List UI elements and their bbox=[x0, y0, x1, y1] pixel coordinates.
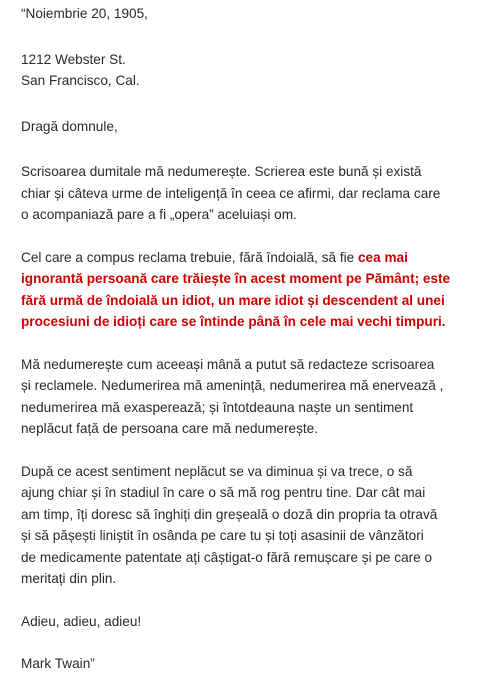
highlighted-text: cea mai bbox=[358, 249, 408, 265]
paragraph-4 bbox=[21, 461, 493, 590]
paragraph-line: am timp, îți doresc să înghiți din greșeală o doză din propria ta otravă bbox=[21, 506, 438, 522]
letter-body bbox=[21, 3, 493, 675]
paragraph-line: După ce acest sentiment neplăcut se va diminua și va trece, o să bbox=[21, 463, 413, 479]
paragraph-2 bbox=[21, 247, 493, 333]
highlighted-line: fără urmă de îndoială un idiot, un mare idiot și descendent al unei bbox=[21, 292, 445, 308]
paragraph-3 bbox=[21, 354, 493, 440]
paragraph-line: chiar și câteva urme de inteligență în ceea ce afirmi, dar reclama care bbox=[21, 185, 441, 201]
paragraph-line: și să pășești liniștit în osânda pe care tu și toți asasinii de vânzători bbox=[21, 528, 424, 543]
paragraph-line: o acompaniază pare a fi „opera” aceluiași om. bbox=[21, 207, 297, 222]
paragraph-line: Scrisoarea dumitale mă nedumerește. Scrierea este bună și există bbox=[21, 164, 422, 179]
highlighted-line: ignorantă persoană care trăiește în acest moment pe Pământ; este bbox=[21, 271, 451, 286]
paragraph-line: ajung chiar și în stadiul în care o să mă rog pentru tine. Dar cât mai bbox=[21, 485, 426, 500]
paragraph-text: Cel care a compus reclama trebuie, fără îndoială, să fie bbox=[21, 249, 358, 265]
paragraph-line: meritați din plin. bbox=[21, 571, 117, 586]
address-street: 1212 Webster St. bbox=[21, 51, 126, 67]
paragraph-line: neplăcut față de persoana care mă nedumerește. bbox=[21, 421, 318, 436]
signature: Mark Twain” bbox=[21, 656, 95, 671]
paragraph-1 bbox=[21, 161, 493, 226]
salutation: Dragă domnule, bbox=[21, 118, 118, 134]
address-city: San Francisco, Cal. bbox=[21, 73, 140, 88]
paragraph-line: și reclamele. Nedumerirea mă amenință, nedumerirea mă enervează , bbox=[21, 378, 444, 393]
paragraph-line bbox=[21, 247, 493, 269]
paragraph-line: nedumerirea mă exasperează; și întotdeauna naște un sentiment bbox=[21, 399, 414, 415]
farewell: Adieu, adieu, adieu! bbox=[21, 613, 142, 629]
recipient-address bbox=[21, 49, 493, 92]
letter-date: “Noiembrie 20, 1905, bbox=[21, 6, 148, 21]
paragraph-line: Mă nedumerește cum aceeași mână a putut să redacteze scrisoarea bbox=[21, 356, 435, 372]
highlighted-line: procesiuni de idioți care se întinde până în cele mai vechi timpuri. bbox=[21, 314, 446, 329]
paragraph-line: de medicamente patentate ați câștigat-o fără remușcare și pe care o bbox=[21, 549, 433, 565]
